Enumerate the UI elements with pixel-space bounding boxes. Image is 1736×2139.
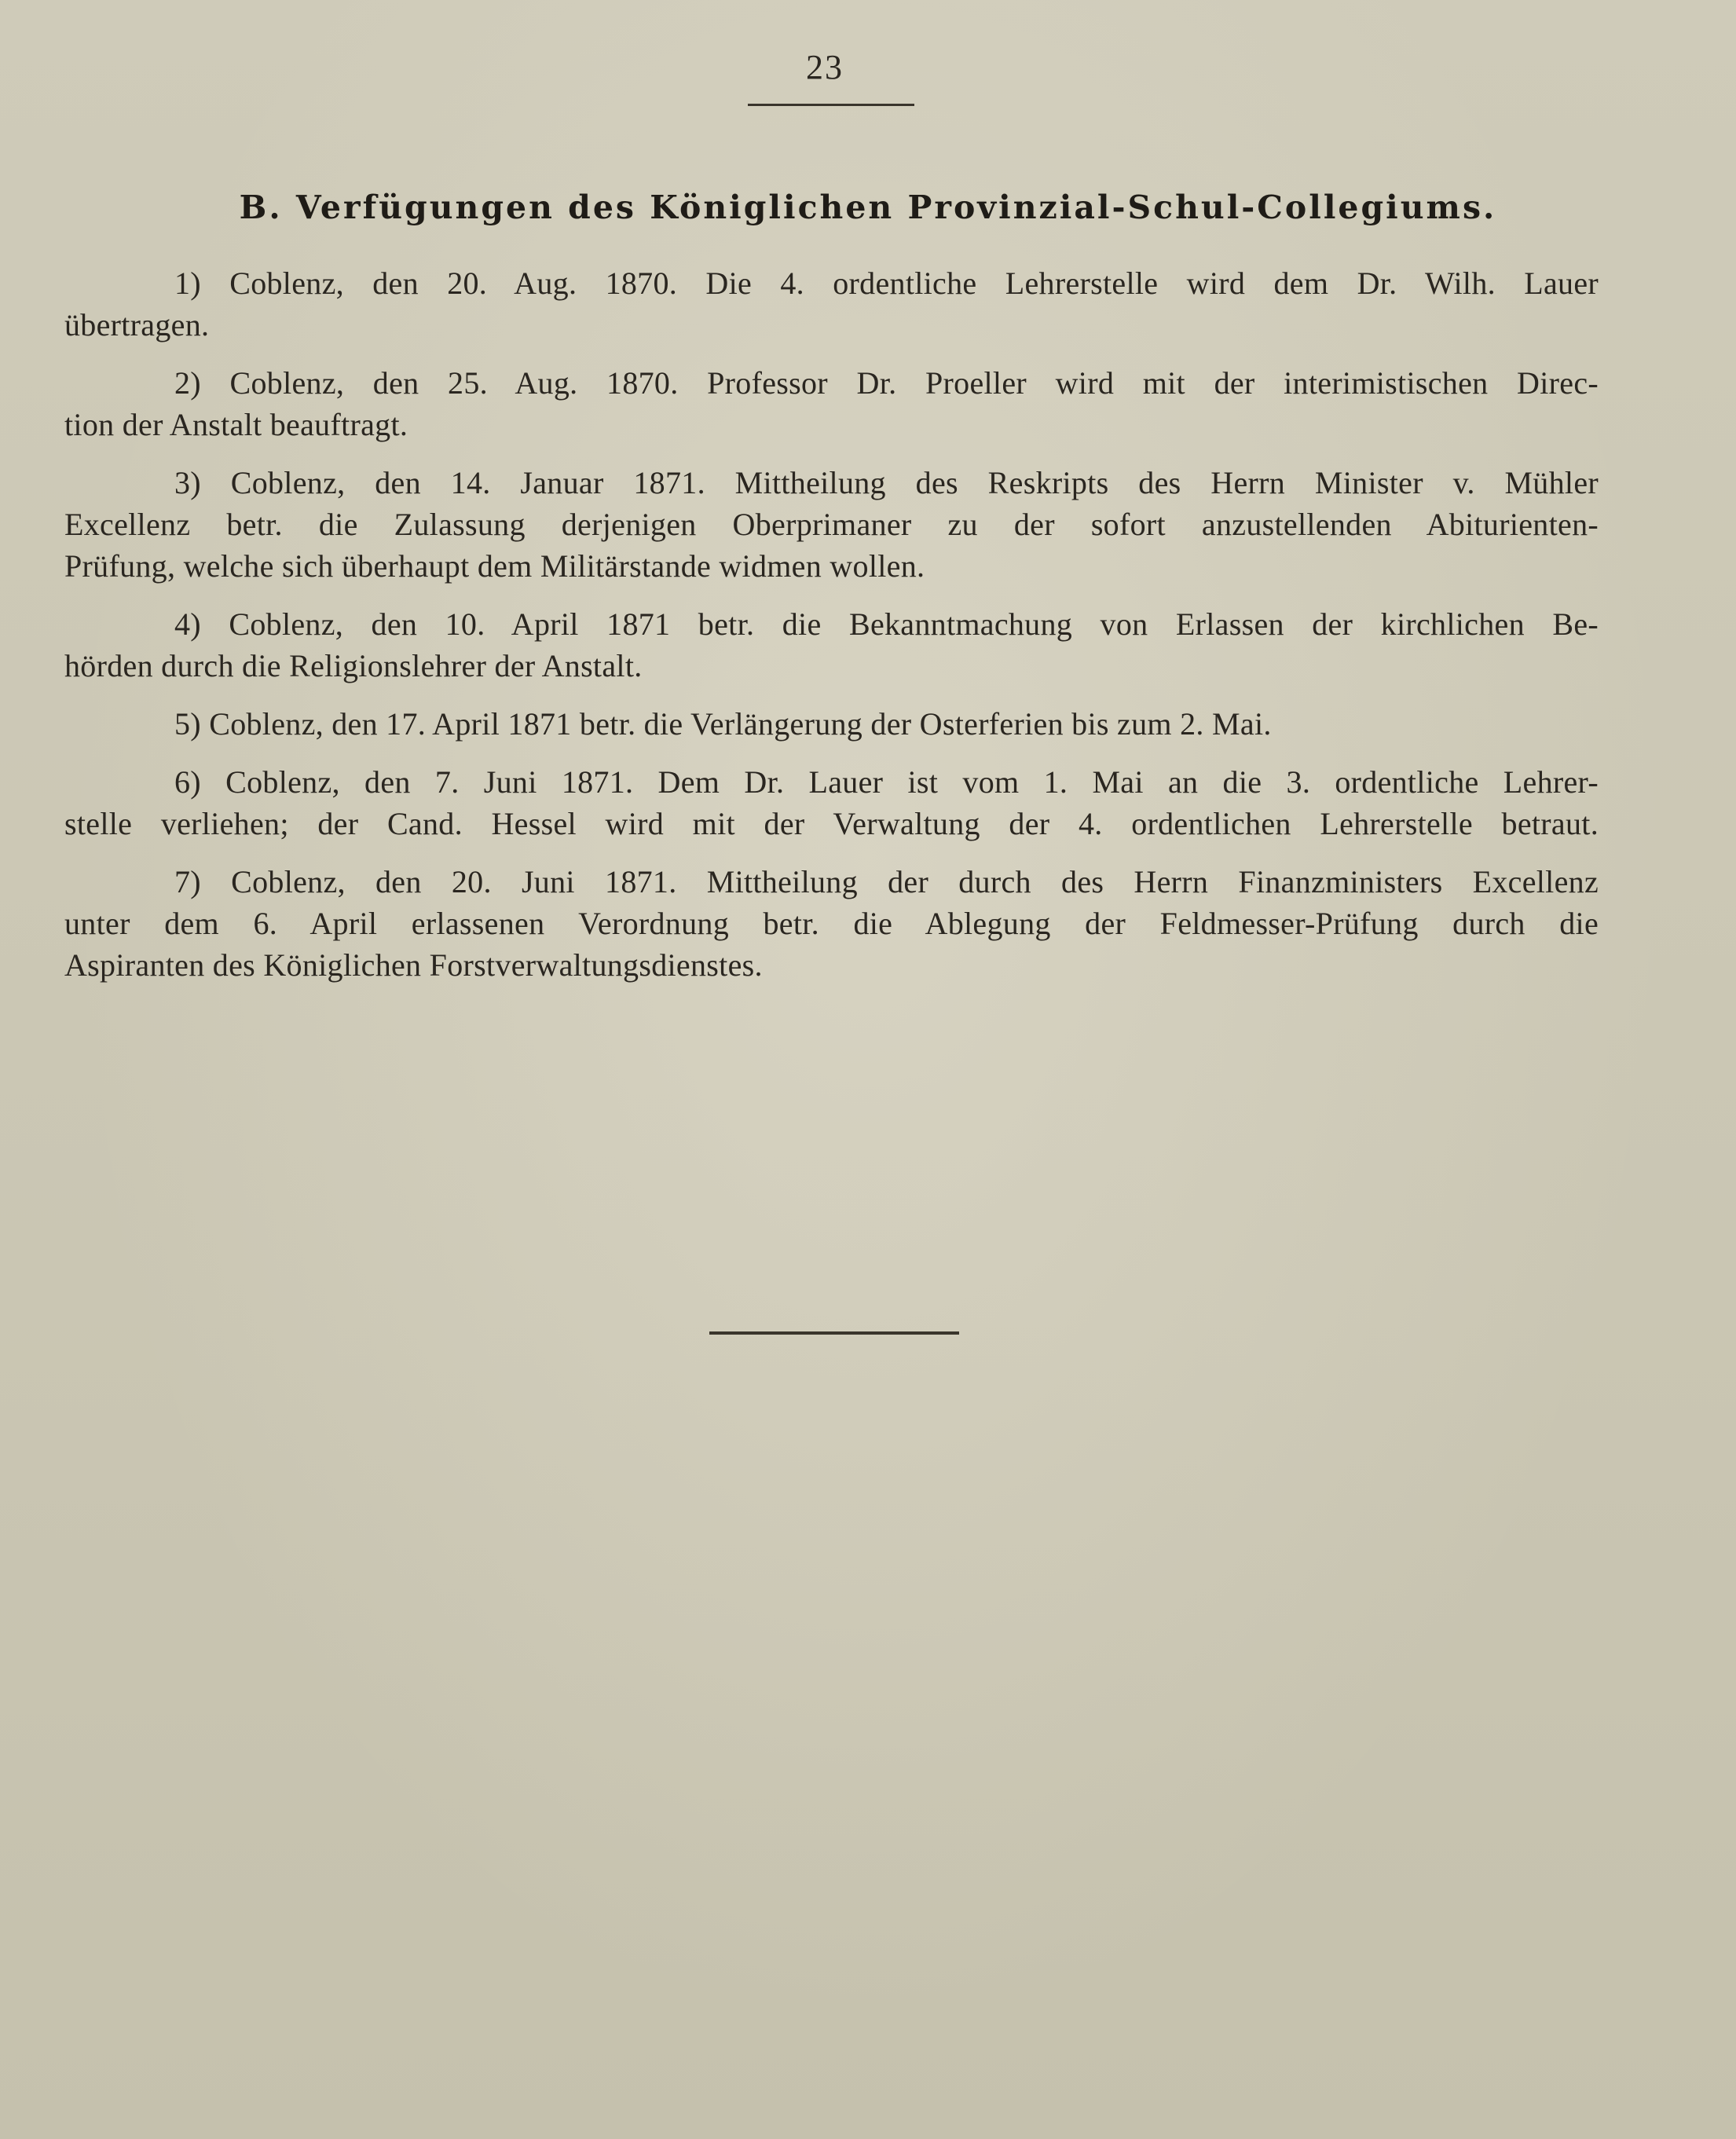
- entry-line: 6) Coblenz, den 7. Juni 1871. Dem Dr. Lauer ist vom 1. Mai an die 3. ordentliche Lehrer-: [174, 764, 1599, 800]
- entry-line: stelle verliehen; der Cand. Hessel wird mit der Verwaltung der 4. ordentlichen Lehrerstelle betraut.: [64, 806, 1599, 841]
- decree-list: [64, 262, 1599, 1002]
- decree-entry-5: [64, 703, 1599, 745]
- page-number: 23: [806, 48, 844, 86]
- entry-line: hörden durch die Religionslehrer der Anstalt.: [64, 648, 643, 683]
- section-heading: B. Verfügungen des Königlichen Provinzial-Schul-Collegiums.: [239, 189, 1497, 226]
- closing-rule: [709, 1331, 959, 1335]
- entry-line: 5) Coblenz, den 17. April 1871 betr. die Verlängerung der Osterferien bis zum 2. Mai.: [174, 706, 1272, 742]
- decree-entry-3: [64, 462, 1599, 587]
- entry-line: 7) Coblenz, den 20. Juni 1871. Mittheilung der durch des Herrn Finanzministers Excellenz: [174, 864, 1599, 899]
- decree-entry-4: [64, 603, 1599, 687]
- entry-line: 1) Coblenz, den 20. Aug. 1870. Die 4. ordentliche Lehrerstelle wird dem Dr. Wilh. Lauer: [174, 266, 1599, 301]
- entry-line: tion der Anstalt beauftragt.: [64, 407, 408, 442]
- decree-entry-7: [64, 861, 1599, 986]
- entry-line: 3) Coblenz, den 14. Januar 1871. Mittheilung des Reskripts des Herrn Minister v. Mühler: [174, 465, 1599, 500]
- decree-entry-1: [64, 262, 1599, 346]
- entry-line: 4) Coblenz, den 10. April 1871 betr. die Bekanntmachung von Erlassen der kirchlichen Be-: [174, 606, 1599, 642]
- entry-line: Aspiranten des Königlichen Forstverwaltungsdienstes.: [64, 947, 763, 983]
- entry-line: unter dem 6. April erlassenen Verordnung betr. die Ablegung der Feldmesser-Prüfung durch die: [64, 906, 1599, 941]
- decree-entry-2: [64, 362, 1599, 445]
- header-rule: [748, 104, 914, 106]
- decree-entry-6: [64, 761, 1599, 844]
- entry-line: übertragen.: [64, 307, 210, 342]
- entry-line: Prüfung, welche sich überhaupt dem Militärstande widmen wollen.: [64, 548, 925, 584]
- entry-line: Excellenz betr. die Zulassung derjenigen Oberprimaner zu der sofort anzustellenden Abiturienten-: [64, 507, 1599, 542]
- entry-line: 2) Coblenz, den 25. Aug. 1870. Professor Dr. Proeller wird mit der interimistischen Direc-: [174, 365, 1599, 401]
